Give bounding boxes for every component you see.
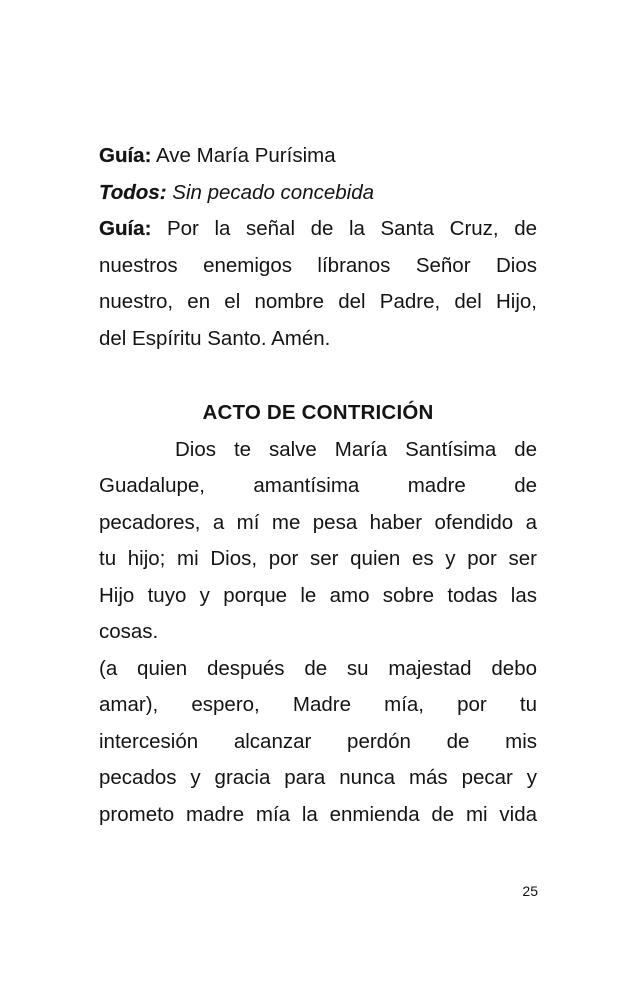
prayer-text	[99, 138, 537, 833]
speaker-label: Todos:	[99, 180, 167, 204]
page-number: 25	[522, 883, 538, 899]
contrition-line: pecadores, a mí me pesa haber ofendido a	[99, 510, 537, 534]
speaker-label: Guía:	[99, 144, 152, 167]
contrition-line: Hijo tuyo y porque le amo sobre todas las	[99, 583, 537, 607]
response-line	[99, 175, 537, 212]
guide-prayer-line: nuestros enemigos líbranos Señor Dios	[99, 253, 537, 277]
response-text: Sin pecado concebida	[172, 180, 375, 204]
contrition-line: amar), espero, Madre mía, por tu	[99, 693, 537, 716]
contrition-text-line: Dios te salve María Santísima de	[175, 437, 537, 461]
contrition-line: (a quien después de su majestad debo	[99, 656, 537, 680]
prayer-text-line: Ave María Purísima	[155, 144, 336, 167]
contrition-line: prometo madre mía la enmienda de mi vida	[99, 802, 537, 826]
speaker-label: Guía:	[99, 217, 152, 240]
section-spacer	[99, 357, 537, 395]
prayer-text-line: Por la señal de la Santa Cruz, de	[166, 217, 537, 240]
guide-prayer-line: nuestro, en el nombre del Padre, del Hijo,	[99, 290, 537, 313]
guide-prayer-line	[99, 211, 537, 248]
contrition-line: tu hijo; mi Dios, por ser quien es y por ser	[99, 547, 537, 570]
contrition-line: pecados y gracia para nunca más pecar y	[99, 766, 537, 789]
contrition-line: Guadalupe, amantísima madre de	[99, 474, 537, 497]
contrition-line: intercesión alcanzar perdón de mis	[99, 729, 537, 753]
guide-prayer-line: del Espíritu Santo. Amén.	[99, 326, 331, 350]
contrition-line: cosas.	[99, 620, 159, 643]
section-heading: ACTO DE CONTRICIÓN	[202, 401, 434, 424]
opening-line-guide	[99, 138, 537, 175]
contrition-line	[99, 432, 537, 469]
